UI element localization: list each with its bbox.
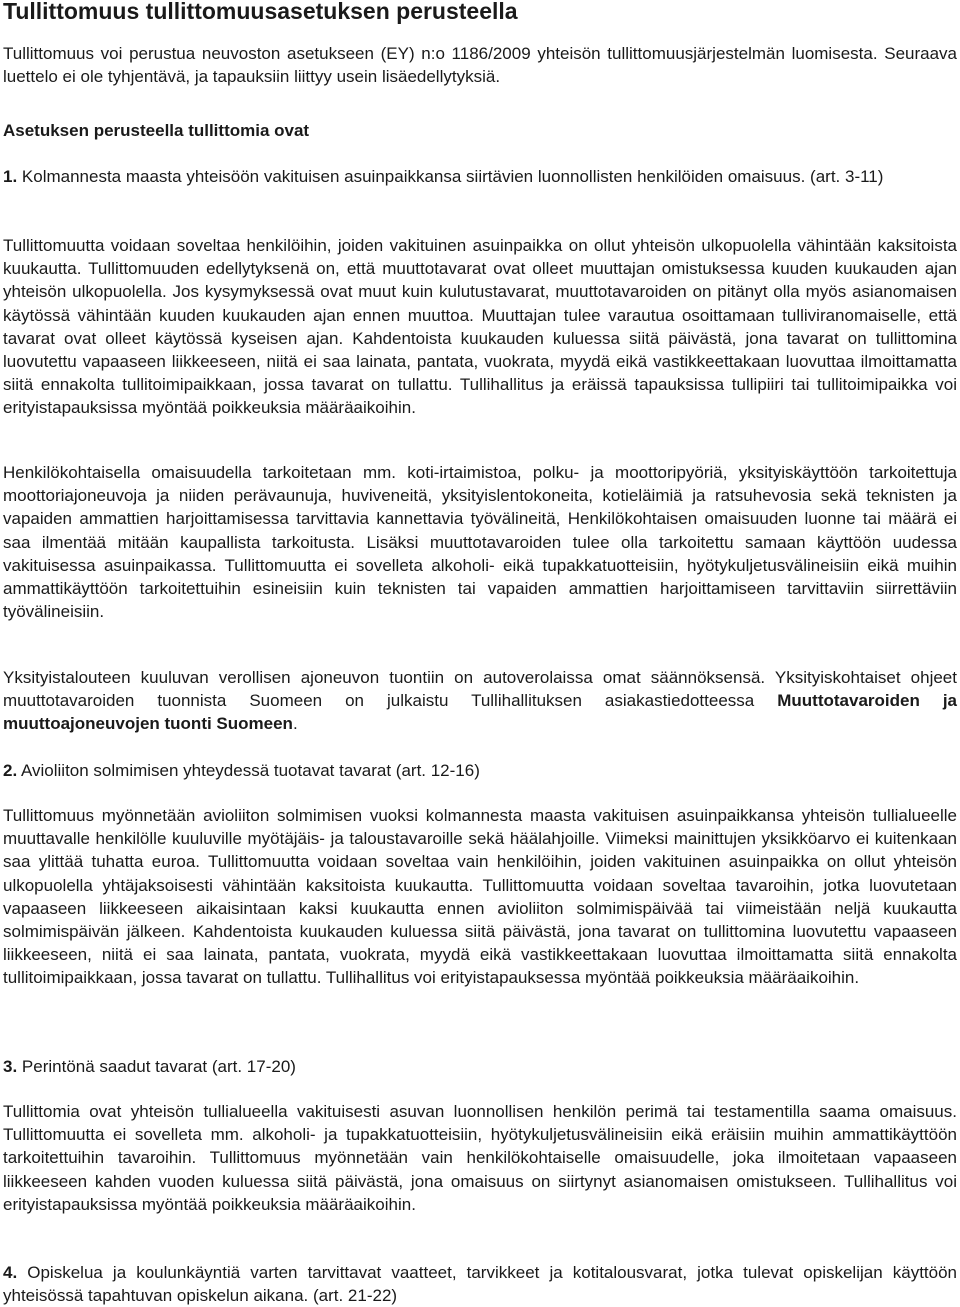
section-1-paragraph-1: Tullittomuutta voidaan soveltaa henkilöihin, joiden vakituinen asuinpaikka on ollut yhteisön ulkopuolella vähintään kaksitoista kuukautta. Tullittomuuden edellytyksenä on, että muuttotavarat ovat olleet muuttajan omistuksessa kuuden kuukauden ajan yhteisön ulkopuolella. Jos kysymyksessä ovat muut kuin kulutustavarat, muuttotavaroiden on pitänyt olla myös asianomaisen käytössä vähintään kuuden kuukauden ajan ennen muuttoa. Muuttajan tulee varautua osoittamaan tulliviranomaiselle, että tavarat ovat olleet käytössä kyseisen ajan. Kahdentoista kuukauden kuluessa siitä päivästä, jona tavarat on tullittomina luovutettu vapaaseen liikkeeseen, niitä ei saa lainata, pantata, vuokrata, myydä eikä vastikkeettakaan luovuttaa ilmoittamatta siitä ennakolta tullitoimipaikkaan, jossa tavarat on tullattu. Tullihallitus ja eräissä tapauksissa tullipiiri tai tullitoimipaikka voi erityistapauksissa myöntää poikkeuksia määräaikoihin. [3, 236, 957, 418]
section-2-paragraph-1: Tullittomuus myönnetään avioliiton solmimisen vuoksi kolmannesta maasta vakituisen asuinpaikkansa yhteisön tullialueelle muuttavalle henkilölle kuuluville myötäjäis- ja taloustavaroille sekä häälahjoille. Viimeksi mainittujen yksikköarvo ei kuitenkaan saa ylittää tuhatta euroa. Tullittomuutta voidaan soveltaa vain henkilöihin, joiden vakituinen asuinpaikka on ollut yhteisön ulkopuolella yhtäjaksoisesti vähintään kaksitoista kuukautta. Tullittomuutta voidaan soveltaa tavaroihin, jotka luovutetaan vapaaseen liikkeeseen aikaisintaan kaksi kuukautta ennen avioliiton solmimispäivää tai viimeistään neljä kuukautta solmimispäivän jälkeen. Kahdentoista kuukauden kuluessa siitä päivästä, jona tavarat on tullittomina luovutettu vapaaseen liikkeeseen, niitä ei saa lainata, pantata, vuokrata, myydä eikä vastikkeettakaan luovuttaa ilmoittamatta siitä ennakolta tullitoimipaikkaan, jossa tavarat on tullattu. Tullihallitus voi erityistapauksessa myöntää poikkeuksia määräaikoihin. [3, 806, 957, 988]
subheading: Asetuksen perusteella tullittomia ovat [3, 121, 310, 140]
section-1-paragraph-3 [3, 666, 957, 736]
section-3-number: 3. [3, 1057, 18, 1076]
section-1-paragraph-2: Henkilökohtaisella omaisuudella tarkoitetaan mm. koti-irtaimistoa, polku- ja moottoripyöriä, yksityiskäyttöön tarkoitettuja moottoriajoneuvoja ja niiden perävaunuja, huviveneitä, yksityislentokoneita, kotieläimiä ja ratsuhevosia sekä teknisten ja vapaiden ammattien harjoittamisessa tarvittavia kannettavia työvälineitä, Henkilökohtaisen omaisuuden luonne tai määrä ei saa ilmentää mitään kaupallista tarkoitusta. Lisäksi muuttotavaroiden tulee olla tarkoitettu samaan käyttöön uudessa vakituisessa asuinpaikassa. Tullittomuutta ei sovelleta alkoholi- eikä tupakkatuotteisiin, hyötykuljetusvälineisiin eikä muihin ammattikäyttöön tarkoitettuihin esineisiin kuin teknisten tai vapaiden ammattien harjoittamiseen tarvittaviin siirrettäviin työvälineisiin. [3, 463, 957, 622]
section-3-title: Perintönä saadut tavarat (art. 17-20) [17, 1057, 296, 1076]
publication-link-suffix: . [292, 714, 298, 734]
section-3-heading [3, 1055, 957, 1078]
section-1-title: Kolmannesta maasta yhteisöön vakituisen asuinpaikkansa siirtävien luonnollisten henkilöiden omaisuus. (art. 3-11) [17, 167, 884, 186]
publication-link[interactable]: Muuttotavaroiden ja muuttoajoneuvojen tuonti Suomeen [3, 691, 958, 734]
section-1-paragraph-3-text: Yksityistalouteen kuuluvan verollisen ajoneuvon tuontiin on autoverolaissa omat säännöksensä. Yksityiskohtaiset ohjeet muuttotavaroiden tuonnista Suomeen on julkaistu Tullihallituksen asiakastiedotteessa [3, 668, 957, 711]
section-4-number: 4. [3, 1263, 18, 1282]
section-1-number: 1. [3, 167, 18, 186]
section-4-heading [3, 1261, 957, 1307]
section-4-title: Opiskelua ja koulunkäyntiä varten tarvittavat vaatteet, tarvikkeet ja kotitalousvarat, jotka tulevat opiskelijan käyttöön yhteisössä tapahtuvan opiskelun aikana. (art. 21-22) [3, 1263, 957, 1306]
section-2-title: Avioliiton solmimisen yhteydessä tuotavat tavarat (art. 12-16) [17, 761, 480, 780]
page-title: Tullittomuus tullittomuusasetuksen perusteella [3, 0, 518, 24]
section-2-number: 2. [3, 761, 18, 780]
section-2-heading [3, 759, 957, 782]
section-3-paragraph-1: Tullittomia ovat yhteisön tullialueella vakituisesti asuvan luonnollisen henkilön perimä tai testamentilla saama omaisuus. Tullittomuutta ei sovelleta mm. alkoholi- ja tupakkatuotteisiin, hyötykuljetusvälineisiin eikä eräisiin muihin ammattikäyttöön tarkoitettuihin tavaroihin. Tullittomuus myönnetään vain henkilökohtaiselle omaisuudelle, joka ilmoitetaan vapaaseen liikkeeseen kahden vuoden kuluessa siitä päivästä, jona omaisuus on siirtynyt asianomaisen omistukseen. Tullihallitus voi erityistapauksissa myöntää poikkeuksia määräaikoihin. [3, 1102, 957, 1214]
intro-paragraph: Tullittomuus voi perustua neuvoston asetukseen (EY) n:o 1186/2009 yhteisön tullittomuusjärjestelmän luomisesta. Seuraava luettelo ei ole tyhjentävä, ja tapauksiin liittyy usein lisäedellytyksiä. [3, 44, 957, 87]
section-1-heading [3, 165, 957, 188]
